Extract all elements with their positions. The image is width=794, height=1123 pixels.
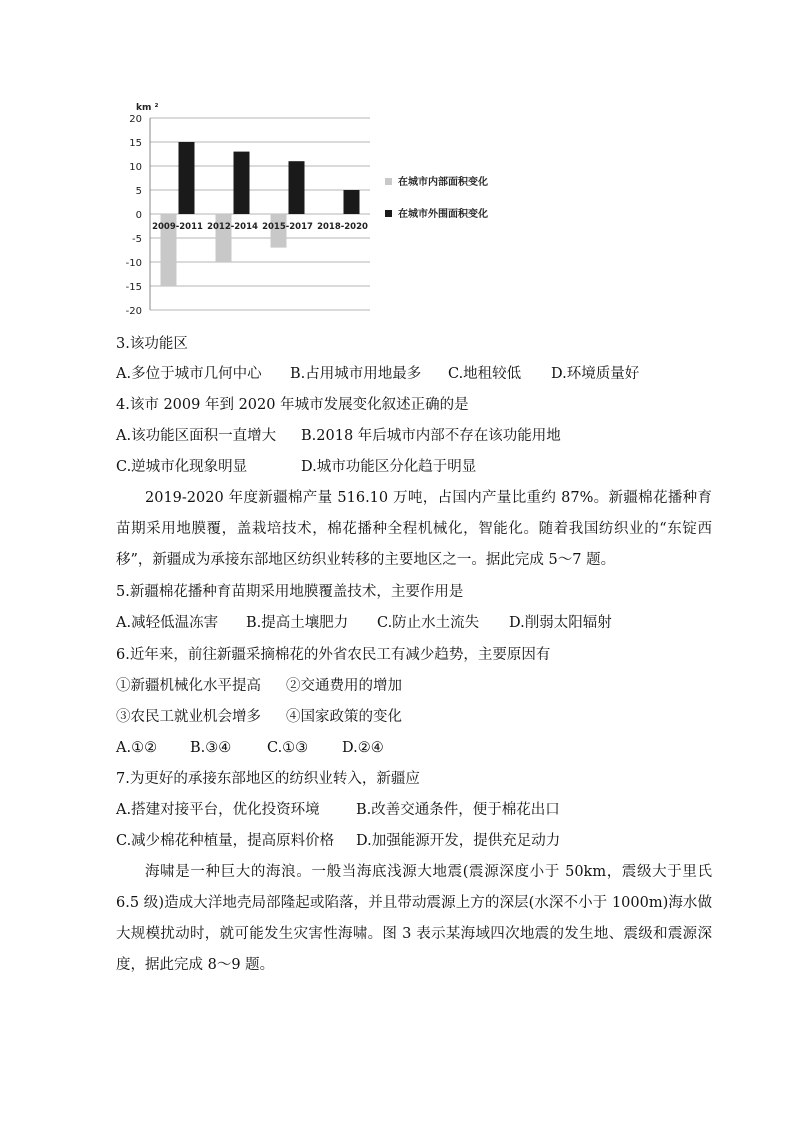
legend-swatch — [385, 178, 392, 185]
question-6-items-row2 — [116, 707, 402, 727]
question-6-options — [116, 738, 384, 758]
area-change-bar-chart — [110, 100, 530, 320]
q3-option-a: A.多位于城市几何中心 — [116, 366, 262, 382]
q5-option-d: D.削弱太阳辐射 — [509, 615, 612, 631]
y-tick-label: 5 — [135, 186, 142, 197]
x-category-label: 2018-2020 — [317, 222, 368, 232]
question-4-options-row1 — [116, 426, 561, 446]
tsunami-passage: 海啸是一种巨大的海浪。一般当海底浅源大地震(震源深度小于 50km，震级大于里氏 6.5 级)造成大洋地壳局部隆起或陷落，并且带动震源上方的深层(水深不小于 1000m)海水做大规模扰动时，就可能发生灾害性海啸。图 3 表示某海域四次地震的发生地、震级和震源深度，据此完成 8～9 题。 — [116, 864, 712, 973]
q4-option-b: B.2018 年后城市内部不存在该功能用地 — [301, 428, 561, 444]
y-tick-label: -5 — [132, 234, 142, 245]
q6-option-b: B.③④ — [190, 740, 232, 756]
bar-outer-change — [234, 152, 250, 214]
q6-item-3: ③农民工就业机会增多 — [116, 709, 261, 725]
q5-option-c: C.防止水土流失 — [377, 615, 480, 631]
question-7-options-row2 — [116, 831, 560, 851]
q3-option-d: D.环境质量好 — [551, 366, 640, 382]
question-4-stem: 4.该市 2009 年到 2020 年城市发展变化叙述正确的是 — [116, 397, 469, 413]
q4-option-d: D.城市功能区分化趋于明显 — [301, 459, 477, 475]
question-5-options — [116, 613, 612, 633]
y-tick-label: 10 — [129, 162, 142, 173]
legend-swatch — [385, 210, 392, 217]
question-7-stem: 7.为更好的承接东部地区的纺织业转入，新疆应 — [116, 771, 420, 787]
bar-outer-change — [289, 161, 305, 214]
question-7-options-row1 — [116, 800, 560, 820]
q7-option-a: A.搭建对接平台，优化投资环境 — [116, 802, 320, 818]
question-5-stem: 5.新疆棉花播种育苗期采用地膜覆盖技术，主要作用是 — [116, 584, 464, 600]
q5-option-a: A.减轻低温冻害 — [116, 615, 219, 631]
legend-label: 在城市外围面积变化 — [398, 209, 488, 220]
y-unit-label: km ² — [136, 103, 159, 113]
q5-option-b: B.提高土壤肥力 — [246, 615, 349, 631]
y-tick-label: 20 — [129, 114, 142, 125]
q3-option-c: C.地租较低 — [448, 366, 522, 382]
legend-label: 在城市内部面积变化 — [398, 177, 488, 188]
q6-option-a: A.①② — [116, 740, 158, 756]
question-3-options — [116, 364, 639, 384]
q6-item-4: ④国家政策的变化 — [286, 709, 402, 725]
q7-option-b: B.改善交通条件，便于棉花出口 — [356, 802, 560, 818]
q4-option-a: A.该功能区面积一直增大 — [116, 428, 277, 444]
cotton-passage: 2019-2020 年度新疆棉产量 516.10 万吨，占国内产量比重约 87%。新疆棉花播种育苗期采用地膜覆，盖栽培技术，棉花播种全程机械化，智能化。随着我国纺织业的“东锭西移”，新疆成为承接东部地区纺织业转移的主要地区之一。据此完成 5～7 题。 — [116, 490, 712, 568]
y-tick-label: -10 — [125, 258, 142, 269]
y-tick-label: -20 — [125, 306, 142, 317]
y-tick-label: -15 — [125, 282, 142, 293]
x-category-label: 2012-2014 — [207, 222, 258, 232]
q4-option-c: C.逆城市化现象明显 — [116, 459, 248, 475]
q7-option-c: C.减少棉花种植量，提高原料价格 — [116, 833, 335, 849]
q6-option-c: C.①③ — [267, 740, 309, 756]
y-tick-label: 15 — [129, 138, 142, 149]
question-6-stem: 6.近年来，前往新疆采摘棉花的外省农民工有减少趋势，主要原因有 — [116, 647, 551, 663]
question-4-options-row2 — [116, 457, 476, 477]
question-6-items-row1 — [116, 676, 402, 696]
y-tick-label: 0 — [135, 210, 142, 221]
q7-option-d: D.加强能源开发，提供充足动力 — [356, 833, 561, 849]
q6-item-2: ②交通费用的增加 — [286, 678, 402, 694]
question-3-stem: 3.该功能区 — [116, 336, 188, 352]
q6-item-1: ①新疆机械化水平提高 — [116, 678, 261, 694]
q3-option-b: B.占用城市用地最多 — [290, 366, 422, 382]
q6-option-d: D.②④ — [342, 740, 384, 756]
x-category-label: 2015-2017 — [262, 222, 313, 232]
bar-outer-change — [344, 190, 360, 214]
bar-outer-change — [179, 142, 195, 214]
x-category-label: 2009-2011 — [152, 222, 203, 232]
